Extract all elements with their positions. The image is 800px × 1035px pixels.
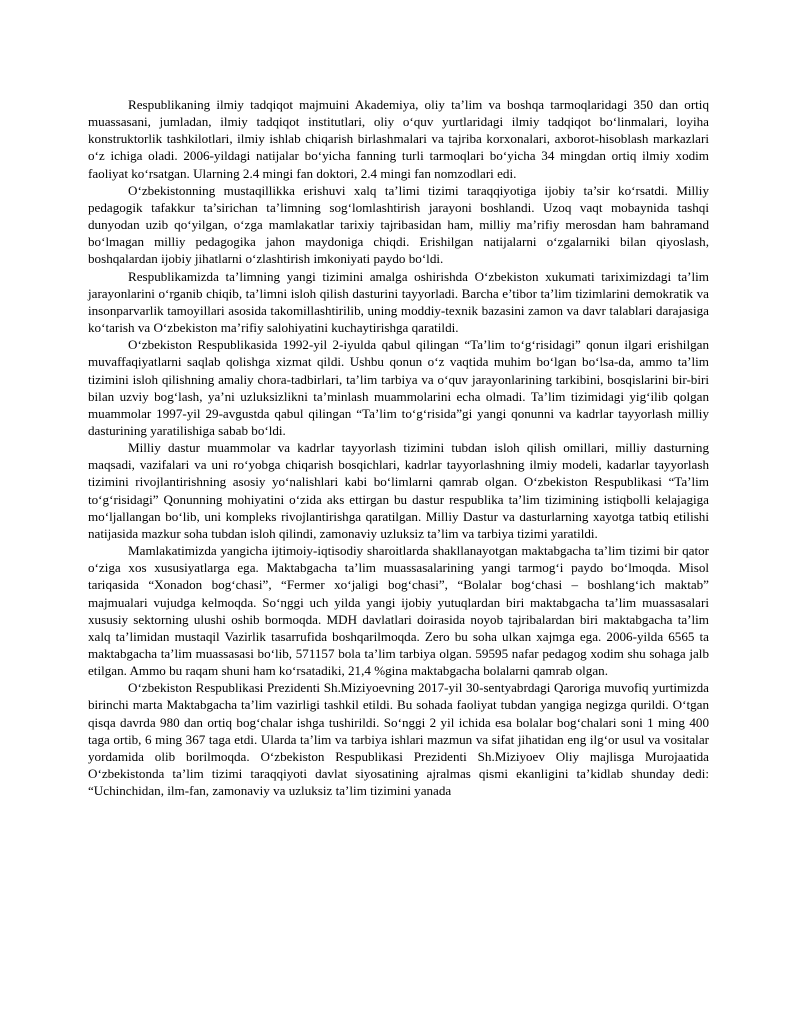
paragraph-independence: O‘zbekistonning mustaqillikka erishuvi xalq ta’limi tizimi taraqqiyotiga ijobiy ta’sir ko‘rsatdi. Milliy pedagogik tafakkur ta’sirichan ta’limning sog‘lomlashtirish jarayoni boshlandi. Uzoq vaqt mobaynida tashqi dunyodan uzib qo‘yilgan, o‘zga mamlakatlar tarixiy tajribasidan ham, milliy ma’rifiy merosdan ham bahramand bo‘lmagan milliy pedagogika jahon maydoniga chiqdi. Erishilgan natijalarni o‘zgalarniki bilan qiyoslash, boshqalardan ijobiy jihatlarni o‘zlashtirish imkoniyati paydo bo‘ldi. — [88, 182, 709, 267]
paragraph-national-program: Milliy dastur muammolar va kadrlar tayyorlash tizimini tubdan isloh qilish omillari, milliy dasturning maqsadi, vazifalari va uni ro‘yobga chiqarish bosqichlari, kadrlar tayyorlashning ilmiy modeli, kadarlar tayyorlash tizimini rivojlantirishning asosiy yo‘nalishlari kabi bo‘limlarni qamrab olgan. O‘zbekiston Respublikasi “Ta’lim to‘g‘risidagi” Qonunning mohiyatini o‘zida aks ettirgan bu dastur respublika ta’lim tizimining istiqbolli kelajagiga mo‘ljallangan bo‘lib, uni kompleks rivojlantirishga qaratilgan. Milliy Dastur va dasturlarning xayotga tatbiq etilishi natijasida mazkur soha tubdan isloh qilindi, zamonaviy uzluksiz ta’lim va tarbiya tizimi yaratildi. — [88, 440, 709, 541]
paragraph-preschool-ministry: O‘zbekiston Respublikasi Prezidenti Sh.Miziyoevning 2017-yil 30-sentyabrdagi Qaroriga muvofiq yurtimizda birinchi marta Maktabgacha ta’lim vazirligi tashkil etildi. Bu sohada faoliyat tubdan yangiga negizga qurildi. O‘tgan qisqa davrda 980 dan ortiq bog‘chalar ishga tushirildi. So‘nggi 2 yil ichida esa bolalar bog‘chalari soni 1 ming 400 taga ortib, 6 ming 367 taga etdi. Ularda ta’lim va tarbiya ishlari mazmun va sifat jihatidan eng ilg‘or usul va vositalar yordamida olib borilmoqda. O‘zbekiston Respublikasi Prezidenti Sh.Miziyoev Oliy majlisga Murojaatida O‘zbekistonda ta’lim tizimi taraqqiyoti davlat siyosatining ajralmas qismi ekanligini ta’kidlab shunday dedi: “Uchinchidan, ilm-fan, zamonaviy va uzluksiz ta’lim tizimini yanada — [88, 680, 709, 799]
paragraph-academy: Respublikaning ilmiy tadqiqot majmuini Akademiya, oliy ta’lim va boshqa tarmoqlaridagi 350 dan ortiq muassasani, jumladan, ilmiy tadqiqot institutlari, oliy o‘quv yurtlaridagi ilmiy tadqiqot bo‘linmalari, loyiha konstruktorlik tashkilotlari, ilmiy ishlab chiqarish birlashmalari va tajriba korxonalari, axborot-hisoblash markazlari o‘z ichiga oladi. 2006-yildagi natijalar bo‘yicha fanning turli tarmoqlari bo‘yicha 34 mingdan ortiq ilmiy xodim faoliyat ko‘rsatgan. Ularning 2.4 mingi fan doktori, 2.4 mingi fan nomzodlari edi. — [88, 97, 709, 181]
document-page — [88, 96, 709, 799]
paragraph-education-reform: Respublikamizda ta’limning yangi tizimini amalga oshirishda O‘zbekiston xukumati tariximizdagi ta’lim jarayonlarini o‘rganib chiqib, ta’limni isloh qilish dasturini tayyorladi. Barcha e’tibor ta’lim tizimlarini demokratik va insonparvarlik tamoyillari asosida takomillashtirilib, uning moddiy-texnik bazasini zamon va davr talablari darajasiga ko‘tarish va O‘zbekiston ma’rifiy salohiyatini kuchaytirishga qaratildi. — [88, 268, 709, 336]
paragraph-preschool-system: Mamlakatimizda yangicha ijtimoiy-iqtisodiy sharoitlarda shakllanayotgan maktabgacha ta’lim tizimi bir qator o‘ziga xos xususiyatlarga ega. Maktabgacha ta’lim muassasalarining yangi tarmog‘i paydo bo‘lmoqda. Misol tariqasida “Xonadon bog‘chasi”, “Fermer xo‘jaligi bog‘chasi”, “Bolalar bog‘chasi – boshlang‘ich maktab” majmualari vujudga kelmoqda. So‘nggi uch yilda yangi ijobiy yutuqlardan biri maktabgacha ta’lim muassasalari xususiy sektorning ulushi oshib bormoqda. MDH davlatlari doirasida noyob tajribalardan biri maktabgacha ta’lim xalq ta’limidan mustaqil Vazirlik tasarrufida boshqarilmoqda. Zero bu soha ulkan xajmga ega. 2006-yilda 6565 ta maktabgacha ta’lim muassasasi bo‘lib, 571157 bola ta’lim tarbiya olgan. 59595 nafar pedagog xodim shu sohaga jalb etilgan. Ammo bu raqam shuni ham ko‘rsatadiki, 21,4 %gina maktabgacha bolalarni qamrab olgan. — [88, 543, 709, 679]
paragraph-education-law: O‘zbekiston Respublikasida 1992-yil 2-iyulda qabul qilingan “Ta’lim to‘g‘risidagi” qonun ilgari erishilgan muvaffaqiyatlarni saqlab qolishga xizmat qildi. Ushbu qonun o‘z vaqtida muhim bo‘lgan bo‘lsa-da, ammo ta’lim tizimini isloh qilishning amaliy chora-tadbirlari, ta’lim tarbiya va o‘quv jarayonlarining tarkibini, bosqislarini bir-biri bilan uzviy bog‘lash, ya’ni uzluksizlikni ta’minlash muammolarini echa olmadi. Ta’lim tizimidagi yig‘ilib qolgan muammolar 1997-yil 29-avgustda qabul qilingan “Ta’lim to‘g‘risida”gi yangi qonunni va kadrlar tayyorlash milliy dasturining yaratilishiga sabab bo‘ldi. — [88, 337, 709, 438]
